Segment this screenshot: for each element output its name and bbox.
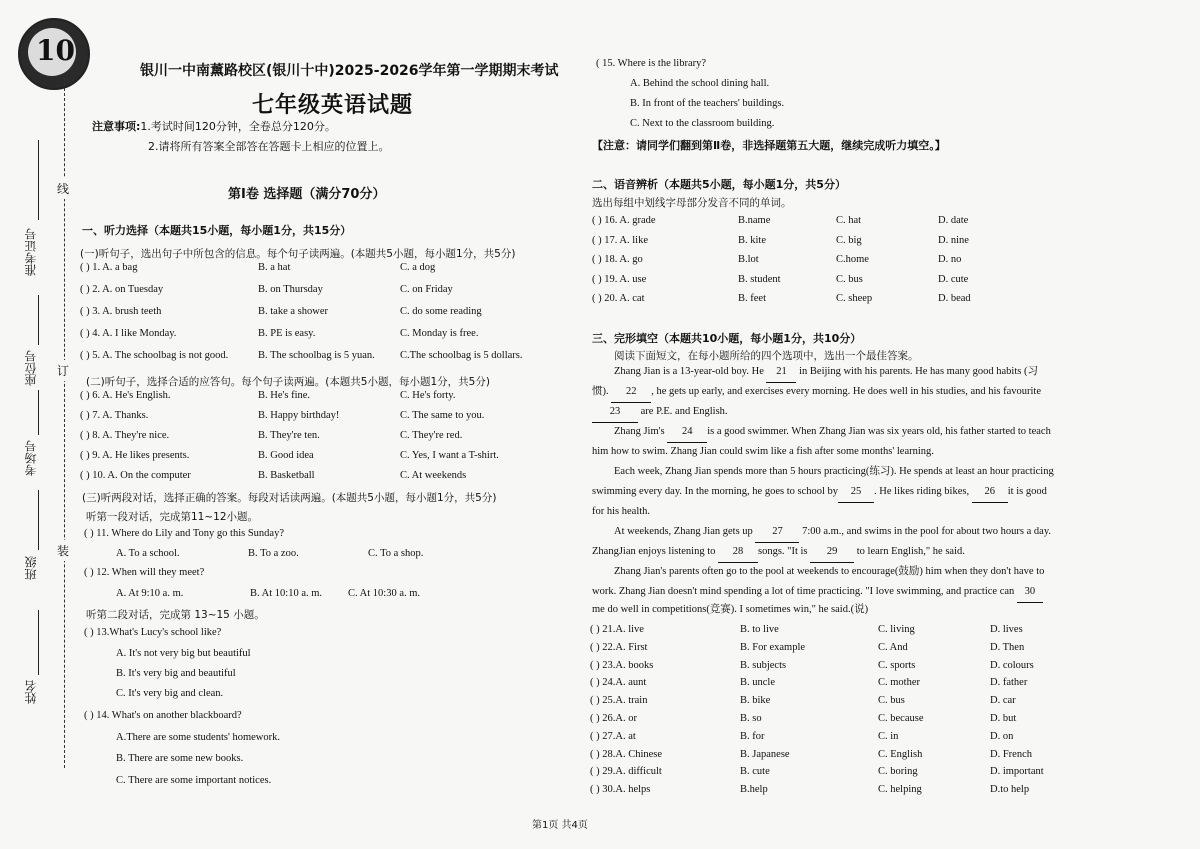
q15-a: A. Behind the school dining hall.	[630, 78, 770, 89]
blank-23: 23	[592, 402, 638, 423]
sec3-option-b: B. so	[740, 713, 762, 724]
p1d: , he gets up early, and exercises every morning. He does well in his studies, and his favourite	[651, 386, 1042, 397]
sec3-option-c: C. helping	[878, 784, 922, 796]
room-no-blank	[38, 390, 39, 435]
q13-b: B. It's very big and beautiful	[116, 668, 236, 679]
sec2-option-b: B.lot	[738, 254, 759, 265]
q12-b: B. At 10:10 a. m.	[250, 588, 323, 599]
sec3-option-b: B. cute	[740, 766, 770, 778]
sub2-title: (二)听句子，选择合适的应答句。每个句子读两遍。(本题共5小题，每小题1分，共5分)	[86, 376, 490, 388]
p2b: is a good swimmer. When Zhang Jian was six years old, his father started to teach	[707, 426, 1051, 437]
sec3-option-d: D. French	[990, 748, 1032, 760]
sec2-option-n: ( ) 19. A. use	[592, 273, 647, 285]
sec3-option-b: B. Japanese	[740, 748, 790, 760]
q14-text: ( ) 14. What's on another blackboard?	[84, 710, 242, 721]
passage-line-1	[614, 362, 1124, 383]
sec2-option-d: D. cute	[938, 273, 969, 285]
sec3-option-d: D. lives	[990, 624, 1023, 635]
name-blank	[38, 610, 39, 675]
class-label: 班级	[24, 556, 38, 580]
sub2-option-n: ( ) 10. A. On the computer	[80, 470, 191, 481]
school-logo	[18, 18, 90, 90]
subject-title: 七年级英语试题	[252, 93, 414, 118]
sub3-title: (三)听两段对话，选择正确的答案。每段对话读两遍。(本题共5小题，每小题1分，共5分)	[82, 492, 497, 504]
sec2-option-b: B.name	[738, 215, 771, 226]
room-no-label: 考场号	[24, 440, 38, 476]
passage-line-7	[592, 482, 1122, 503]
sec3-option-b: B. uncle	[740, 677, 775, 689]
logo-number: 10	[36, 34, 75, 67]
passage-line-10	[592, 542, 1122, 563]
attention-note: 【注意：请同学们翻到第Ⅱ卷，非选择题第五大题，继续完成听力填空。】	[592, 139, 946, 152]
sub2-option-n: ( ) 8. A. They're nice.	[80, 430, 170, 441]
seat-no-blank	[38, 295, 39, 345]
sec3-option-d: D. father	[990, 677, 1028, 689]
sub2-option-b: B. Good idea	[258, 450, 314, 461]
sec3-option-c: C. sports	[878, 659, 916, 671]
sec3-option-d: D. car	[990, 695, 1016, 707]
seat-no-label: 座位号	[24, 350, 38, 386]
sec3-option-c: C. And	[878, 641, 908, 653]
notice-line-1	[92, 118, 336, 134]
sec2-option-n: ( ) 18. A. go	[592, 254, 643, 265]
passage-line-6: Each week, Zhang Jian spends more than 5 hours practicing(练习). He spends at least an hour practicing	[614, 466, 1054, 477]
sec3-option-n: ( ) 27.A. at	[590, 730, 636, 742]
blank-29: 29	[810, 542, 854, 563]
p3d: it is good	[1007, 486, 1047, 497]
dialog1-title: 听第一段对话，完成第11~12小题。	[86, 511, 259, 523]
blank-21: 21	[766, 362, 796, 383]
section2-instruction: 选出每组中划线字母部分发音不同的单词。	[592, 197, 792, 209]
sec3-option-n: ( ) 26.A. or	[590, 713, 637, 724]
sec3-option-n: ( ) 24.A. aunt	[590, 677, 647, 689]
sec3-option-d: D. but	[990, 713, 1017, 724]
sub2-option-b: B. He's fine.	[258, 390, 311, 401]
sec3-option-b: B.help	[740, 784, 768, 796]
sub2-option-n: ( ) 9. A. He likes presents.	[80, 450, 190, 461]
sec2-option-c: C. hat	[836, 215, 862, 226]
sub1-option-b: B. take a shower	[258, 306, 328, 317]
passage-line-13: me do well in competitions(竞赛). I sometimes win," he said.(说)	[592, 604, 869, 615]
sec3-option-d: D. Then	[990, 641, 1025, 653]
q15-c: C. Next to the classroom building.	[630, 118, 775, 129]
sec3-option-c: C. English	[878, 748, 923, 760]
notice-2: 2.请将所有答案全部答在答题卡上相应的位置上。	[148, 140, 390, 153]
sec3-option-d: D. on	[990, 730, 1014, 742]
blank-24: 24	[667, 422, 707, 443]
sub1-option-b: B. a hat	[258, 262, 291, 273]
class-blank	[38, 490, 39, 550]
q11-a: A. To a school.	[116, 548, 180, 559]
sec2-option-c: C.home	[836, 254, 869, 265]
sub2-option-c: C. They're red.	[400, 430, 463, 441]
sec2-option-c: C. big	[836, 234, 862, 246]
sec2-option-b: B. kite	[738, 234, 766, 246]
sub1-option-n: ( ) 4. A. I like Monday.	[80, 328, 177, 339]
sec2-option-n: ( ) 20. A. cat	[592, 293, 645, 304]
q12-a: A. At 9:10 a. m.	[116, 588, 184, 599]
sec3-option-c: C. in	[878, 730, 899, 742]
page-footer: 第1页 共4页	[532, 820, 588, 831]
section1-title: 一、听力选择（本题共15小题，每小题1分，共15分）	[82, 224, 352, 237]
sub1-option-c: C. do some reading	[400, 306, 482, 317]
p3c: . He likes riding bikes,	[874, 486, 970, 497]
passage-line-8: for his health.	[592, 506, 651, 517]
passage-line-9	[614, 522, 1124, 543]
p5b: work. Zhang Jian doesn't mind spending a lot of time practicing. "I love swimming, and practice can	[592, 586, 1015, 597]
sec3-option-b: B. for	[740, 730, 765, 742]
passage-line-3	[592, 402, 1122, 423]
p3b: swimming every day. In the morning, he goes to school by	[592, 486, 839, 497]
sub1-option-b: B. on Thursday	[258, 284, 323, 295]
sub1-option-b: B. PE is easy.	[258, 328, 316, 339]
section3-title: 三、完形填空（本题共10小题，每小题1分，共10分）	[592, 332, 862, 345]
dialog2-title: 听第二段对话，完成第 13~15 小题。	[86, 609, 265, 621]
blank-22: 22	[611, 382, 651, 403]
q13-c: C. It's very big and clean.	[116, 688, 224, 699]
sub2-option-b: B. They're ten.	[258, 430, 320, 441]
p4c: ZhangJian enjoys listening to	[592, 546, 716, 557]
sub2-option-c: C. The same to you.	[400, 410, 485, 421]
sec3-option-d: D. important	[990, 766, 1044, 778]
sec3-option-n: ( ) 29.A. difficult	[590, 766, 662, 778]
sub1-option-c: C. Monday is free.	[400, 328, 479, 339]
passage-line-11: Zhang Jian's parents often go to the pool at weekends to encourage(鼓励) him when they don't have to	[614, 566, 1045, 577]
sec3-option-n: ( ) 30.A. helps	[590, 784, 651, 796]
sec3-option-c: C. living	[878, 624, 915, 635]
sec3-option-n: ( ) 23.A. books	[590, 659, 654, 671]
p1a: Zhang Jian is a 13-year-old boy. He	[614, 366, 764, 377]
p1b: in Beijing with his parents. He has many good habits (习	[799, 366, 1038, 377]
sub1-option-n: ( ) 5. A. The schoolbag is not good.	[80, 350, 229, 361]
p4a: At weekends, Zhang Jian gets up	[614, 526, 753, 537]
sub1-option-c: C. a dog	[400, 262, 436, 273]
p2a: Zhang Jim's	[614, 426, 665, 437]
p1e: are P.E. and English.	[640, 406, 728, 417]
p4d: songs. "It is	[758, 546, 808, 557]
passage-line-2	[592, 382, 1122, 403]
sub2-option-c: C. At weekends	[400, 470, 467, 481]
name-label: 姓名	[24, 680, 38, 704]
q15: ( 15. Where is the library?	[596, 58, 707, 69]
sec2-option-n: ( ) 17. A. like	[592, 234, 648, 246]
binding-word-zhuang: 装	[57, 540, 69, 561]
p1c: 惯).	[592, 386, 609, 397]
sec3-option-b: B. to live	[740, 624, 779, 635]
sec3-option-b: B. For example	[740, 641, 806, 653]
sec3-option-n: ( ) 28.A. Chinese	[590, 748, 663, 760]
sub2-option-b: B. Happy birthday!	[258, 410, 340, 421]
binding-word-xian: 线	[57, 178, 69, 199]
q11-b: B. To a zoo.	[248, 548, 299, 559]
q15-b: B. In front of the teachers' buildings.	[630, 98, 785, 109]
sec3-option-n: ( ) 22.A. First	[590, 641, 648, 653]
sec3-option-c: C. because	[878, 713, 924, 724]
q12-text: ( ) 12. When will they meet?	[84, 567, 205, 578]
sub1-option-n: ( ) 3. A. brush teeth	[80, 306, 162, 317]
sub1-option-c: C.The schoolbag is 5 dollars.	[400, 350, 523, 361]
q11-text: ( ) 11. Where do Lily and Tony go this Sunday?	[84, 528, 284, 539]
q11-c: C. To a shop.	[368, 548, 424, 559]
school-title: 银川一中南薰路校区(银川十中)2025-2026学年第一学期期末考试	[140, 63, 559, 79]
sub1-option-n: ( ) 2. A. on Tuesday	[80, 284, 164, 295]
p4b: 7:00 a.m., and swims in the pool for about two hours a day.	[802, 526, 1052, 537]
q14-b: B. There are some new books.	[116, 753, 244, 764]
sub2-option-n: ( ) 7. A. Thanks.	[80, 410, 149, 421]
blank-25: 25	[838, 482, 874, 503]
blank-30: 30	[1017, 582, 1043, 603]
sub1-option-c: C. on Friday	[400, 284, 453, 295]
q14-c: C. There are some important notices.	[116, 775, 272, 786]
binding-word-ding: 订	[57, 360, 69, 381]
part-title: 第Ⅰ卷 选择题（满分70分）	[228, 187, 386, 202]
exam-no-label: 准考证号	[24, 228, 38, 276]
sub2-option-n: ( ) 6. A. He's English.	[80, 390, 171, 401]
sec3-option-b: B. bike	[740, 695, 771, 707]
exam-no-blank	[38, 140, 39, 220]
blank-27: 27	[755, 522, 799, 543]
blank-28: 28	[718, 542, 758, 563]
notice-label: 注意事项:	[92, 120, 141, 133]
sec3-option-c: C. boring	[878, 766, 918, 778]
sec2-option-c: C. sheep	[836, 293, 873, 304]
sub1-title: (一)听句子，选出句子中所包含的信息。每个句子读两遍。(本题共5小题，每小题1分，共5分)	[80, 248, 516, 260]
section3-instruction: 阅读下面短文，在每小题所给的四个选项中，选出一个最佳答案。	[614, 350, 919, 362]
sub2-option-c: C. He's forty.	[400, 390, 456, 401]
sec2-option-d: D. no	[938, 254, 962, 265]
sec2-option-d: D. nine	[938, 234, 969, 246]
sec3-option-n: ( ) 21.A. live	[590, 624, 644, 635]
sec2-option-d: D. bead	[938, 293, 971, 304]
sec3-option-c: C. bus	[878, 695, 905, 707]
sub2-option-b: B. Basketball	[258, 470, 315, 481]
sec2-option-c: C. bus	[836, 273, 863, 285]
sub1-option-n: ( ) 1. A. a bag	[80, 262, 138, 273]
passage-line-4	[614, 422, 1124, 443]
sec3-option-b: B. subjects	[740, 659, 787, 671]
sec2-option-n: ( ) 16. A. grade	[592, 215, 656, 226]
q13-a: A. It's not very big but beautiful	[116, 648, 251, 659]
section2-title: 二、语音辨析（本题共5小题，每小题1分，共5分）	[592, 178, 846, 191]
sec3-option-d: D. colours	[990, 659, 1034, 671]
sec2-option-b: B. feet	[738, 293, 766, 304]
q13-text: ( ) 13.What's Lucy's school like?	[84, 627, 222, 638]
passage-line-5: him how to swim. Zhang Jian could swim like a fish after some months' learning.	[592, 446, 934, 457]
p4e: to learn English," he said.	[856, 546, 965, 557]
sec3-option-d: D.to help	[990, 784, 1030, 796]
sec3-option-c: C. mother	[878, 677, 920, 689]
sub1-option-b: B. The schoolbag is 5 yuan.	[258, 350, 375, 361]
blank-26: 26	[972, 482, 1008, 503]
sub2-option-c: C. Yes, I want a T-shirt.	[400, 450, 499, 461]
q12-c: C. At 10:30 a. m.	[348, 588, 421, 599]
q14-a: A.There are some students' homework.	[116, 732, 281, 743]
notice-1: 1.考试时间120分钟，全卷总分120分。	[140, 120, 336, 133]
sec2-option-d: D. date	[938, 215, 969, 226]
sec3-option-n: ( ) 25.A. train	[590, 695, 648, 707]
sec2-option-b: B. student	[738, 273, 781, 285]
